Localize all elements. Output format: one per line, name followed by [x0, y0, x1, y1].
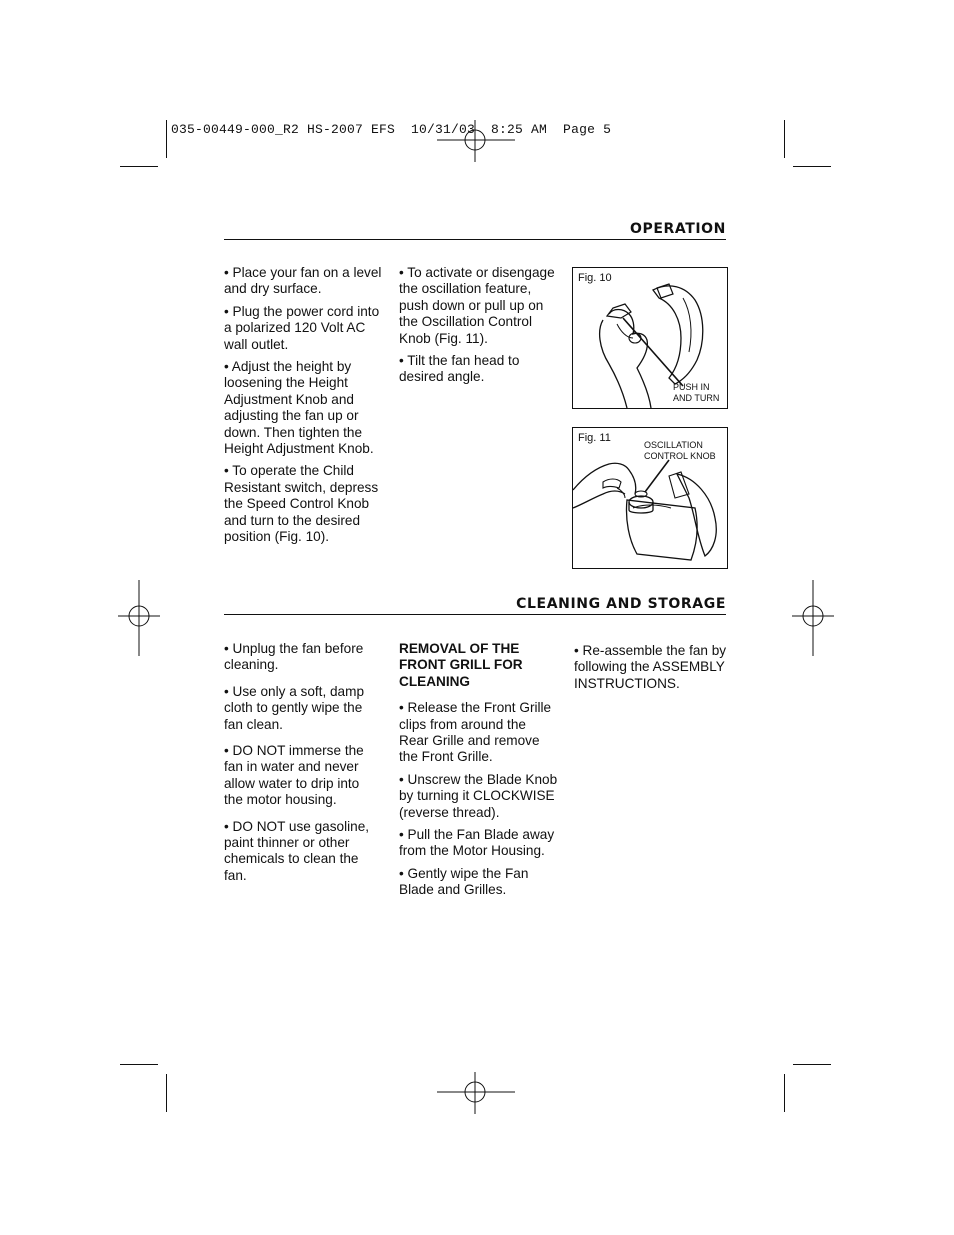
figure-10	[572, 267, 728, 409]
figure-10-callout-line: PUSH IN	[673, 382, 710, 392]
cleaning-bullet: • Use only a soft, damp cloth to gently wipe the fan clean.	[224, 683, 365, 732]
registration-mark-top	[437, 120, 515, 162]
cleaning-bullet: • Pull the Fan Blade away from the Motor Housing.	[399, 827, 555, 859]
operation-column-1	[224, 265, 384, 552]
cleaning-column-2	[399, 641, 559, 905]
cleaning-bullet: • Unscrew the Blade Knob by turning it CLOCKWISE (reverse thread).	[399, 771, 558, 820]
oscillation-knob-illustration	[573, 428, 727, 568]
print-slug: 035-00449-000_R2 HS-2007 EFS 10/31/03 8:25 AM Page 5	[171, 122, 612, 137]
registration-mark-right	[792, 580, 834, 656]
cleaning-bullet: • DO NOT use gasoline, paint thinner or other chemicals to clean the fan.	[224, 818, 370, 883]
operation-bullet: • Tilt the fan head to desired angle.	[399, 353, 520, 385]
figure-10-caption: Fig. 10	[578, 272, 612, 284]
operation-bullet: • Place your fan on a level and dry surface.	[224, 265, 382, 297]
cleaning-bullet: • DO NOT immerse the fan in water and never allow water to drip into the motor housing.	[224, 743, 364, 808]
cleaning-bullet: • Re-assemble the fan by following the ASSEMBLY INSTRUCTIONS.	[574, 643, 727, 691]
cleaning-bullet: • Unplug the fan before cleaning.	[224, 641, 364, 673]
figure-11-callout-line: CONTROL KNOB	[644, 451, 716, 461]
cleaning-heading: CLEANING AND STORAGE	[516, 596, 726, 612]
operation-heading: OPERATION	[629, 221, 726, 237]
cleaning-rule	[224, 614, 726, 615]
figure-11	[572, 427, 728, 569]
cleaning-column-3	[574, 643, 729, 698]
figure-11-callout-line: OSCILLATION	[644, 440, 703, 450]
operation-rule	[224, 239, 726, 240]
cleaning-column-1	[224, 641, 379, 894]
operation-column-2	[399, 265, 559, 392]
operation-bullet: • Plug the power cord into a polarized 120 Volt AC wall outlet.	[224, 303, 380, 352]
registration-mark-bottom	[437, 1072, 515, 1114]
registration-mark-left	[118, 580, 160, 656]
figure-10-callout-line: AND TURN	[673, 393, 720, 403]
figure-11-caption: Fig. 11	[578, 432, 611, 444]
figure-10-callout	[673, 382, 719, 404]
operation-bullet: • Adjust the height by loosening the Height Adjustment Knob and adjusting the fan up or down. Then tighten the Height Adjustment Knob.	[224, 359, 374, 457]
cleaning-bullet: • Release the Front Grille clips from around the Rear Grille and remove the Front Grille.	[399, 700, 552, 765]
front-grill-removal-heading: REMOVAL OF THE FRONT GRILL FOR CLEANING	[399, 641, 523, 689]
cleaning-bullet: • Gently wipe the Fan Blade and Grilles.	[399, 865, 529, 898]
operation-bullet: • To activate or disengage the oscillation feature, push down or pull up on the Oscillation Control Knob (Fig. 11).	[399, 265, 555, 346]
operation-bullet: • To operate the Child Resistant switch, depress the Speed Control Knob and turn to the desired position (Fig. 10).	[224, 463, 379, 545]
